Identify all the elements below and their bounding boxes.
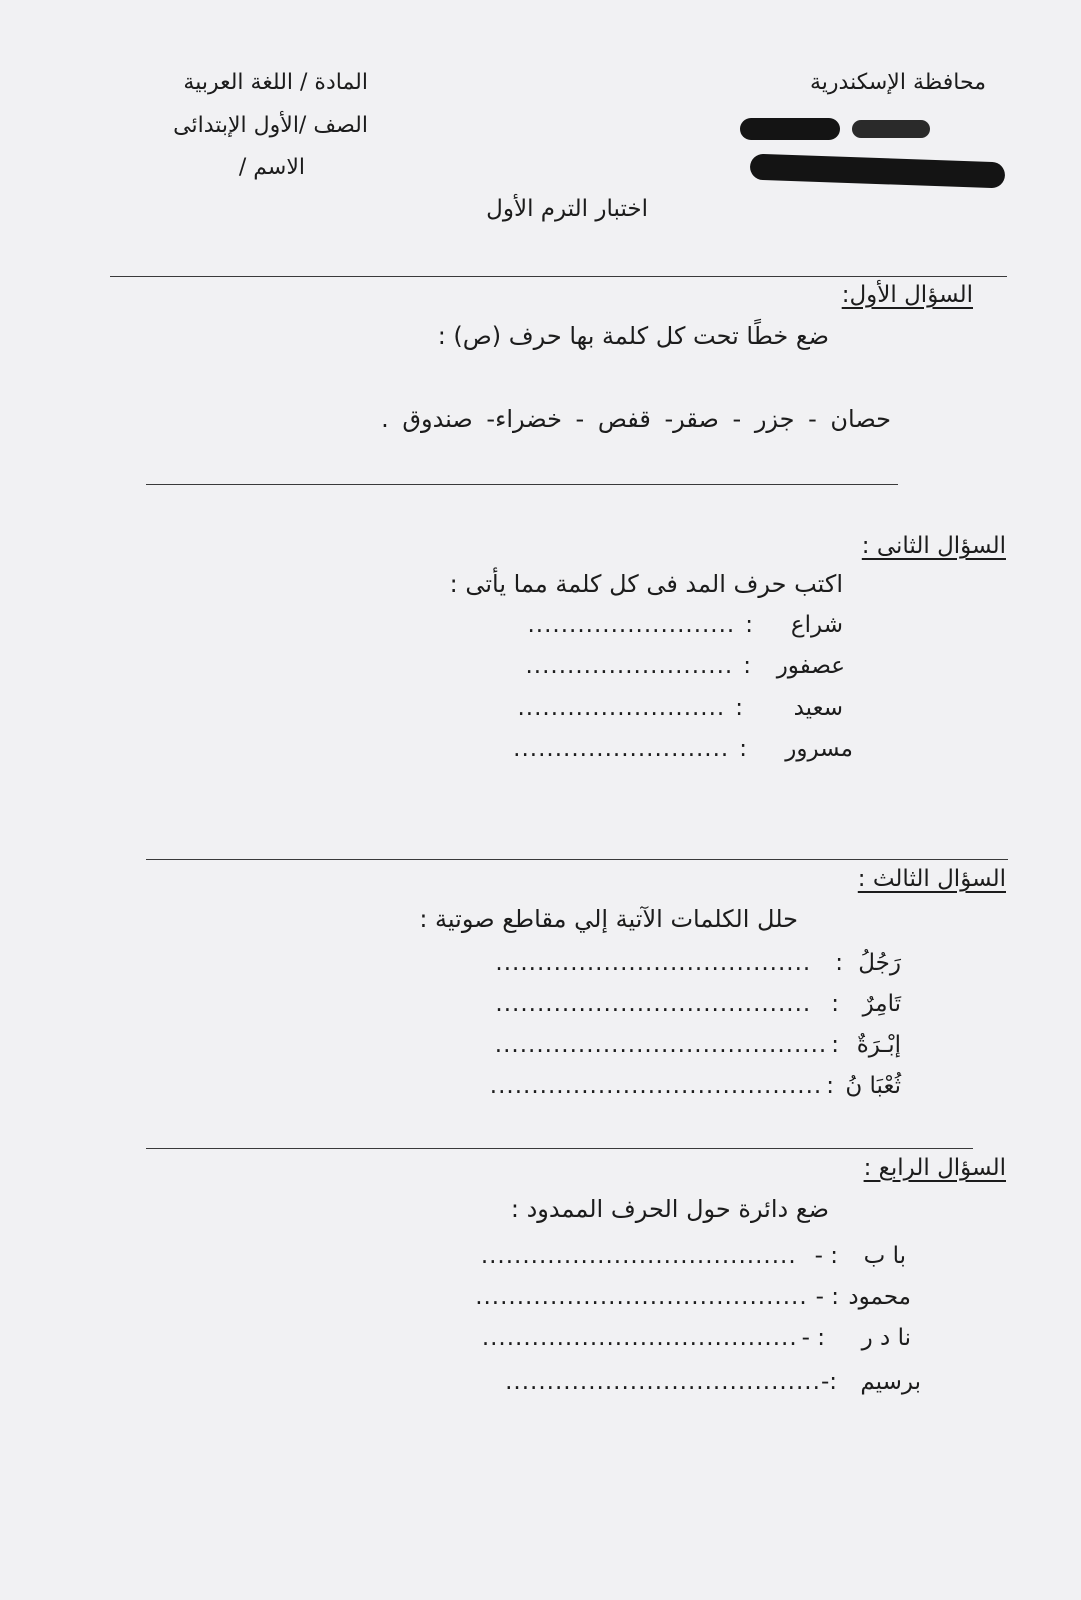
- q3-item: [490, 1073, 901, 1099]
- q2-separator: :: [739, 736, 747, 762]
- q4-separator: :-: [820, 1369, 837, 1395]
- q3-item: [495, 991, 901, 1017]
- student-name-label: الاسم /: [238, 155, 305, 180]
- q3-item: [495, 950, 901, 976]
- q2-word: مسرور: [785, 736, 853, 762]
- q2-separator: :: [735, 695, 743, 721]
- q4-word: محمود: [848, 1284, 911, 1310]
- q2-instruction: اكتب حرف المد فى كل كلمة مما يأتى :: [449, 570, 843, 598]
- q4-item: [475, 1284, 911, 1310]
- grade-label: الصف /الأول الإبتدائى: [173, 113, 368, 138]
- divider: [146, 859, 1008, 860]
- divider: [110, 276, 1007, 277]
- q4-word: برسيم: [860, 1369, 921, 1395]
- q2-answer-blank[interactable]: ..........................: [513, 736, 730, 762]
- q3-instruction: حلل الكلمات الآتية إلي مقاطع صوتية :: [419, 905, 798, 933]
- q2-word: شراع: [790, 612, 843, 638]
- q3-separator: :: [835, 950, 843, 976]
- redacted-mark: [750, 154, 1006, 189]
- q3-answer-blank[interactable]: ........................................: [494, 1032, 828, 1058]
- divider: [146, 1148, 973, 1149]
- q3-word: ثُعْبَا نُ: [845, 1073, 901, 1099]
- q3-answer-blank[interactable]: ......................................: [495, 991, 812, 1017]
- governorate-label: محافظة الإسكندرية: [809, 70, 986, 95]
- q2-word: عصفور: [776, 653, 845, 679]
- q4-answer-blank[interactable]: ........................................: [475, 1284, 808, 1310]
- q1-word-list: حصان - جزر - صقر- قفص - خضراء- صندوق .: [381, 405, 891, 433]
- q4-word: نا د ر: [861, 1325, 911, 1351]
- q2-title: السؤال الثانى :: [861, 533, 1006, 559]
- q3-separator: :: [826, 1073, 834, 1099]
- q2-answer-blank[interactable]: .........................: [517, 695, 726, 721]
- q3-word: إبْـرَةٌ: [856, 1032, 901, 1058]
- q4-separator: : -: [801, 1325, 825, 1351]
- q1-instruction: ضع خطًا تحت كل كلمة بها حرف (ص) :: [437, 322, 829, 350]
- q1-title: السؤال الأول:: [841, 282, 973, 308]
- q4-separator: : -: [815, 1284, 839, 1310]
- q2-separator: :: [745, 612, 753, 638]
- q2-word: سعيد: [793, 695, 843, 721]
- q4-item: [481, 1243, 906, 1269]
- subject-label: المادة / اللغة العربية: [183, 70, 368, 95]
- q4-answer-blank[interactable]: ......................................: [481, 1325, 798, 1351]
- q2-item: [527, 612, 843, 638]
- q2-item: [513, 736, 853, 762]
- divider: [146, 484, 898, 485]
- q3-word: تَامِرٌ: [862, 991, 901, 1017]
- q3-separator: :: [831, 1032, 839, 1058]
- q2-separator: :: [743, 653, 751, 679]
- q3-answer-blank[interactable]: ......................................: [495, 950, 812, 976]
- q3-separator: :: [831, 991, 839, 1017]
- q4-answer-blank[interactable]: ......................................: [480, 1243, 797, 1269]
- q4-item: [482, 1325, 911, 1351]
- q4-item: [505, 1369, 921, 1395]
- q2-answer-blank[interactable]: .........................: [525, 653, 734, 679]
- q3-word: رَجُلُ: [858, 950, 901, 976]
- q2-item: [525, 653, 845, 679]
- q3-title: السؤال الثالث :: [857, 866, 1006, 892]
- redacted-mark: [740, 118, 840, 140]
- q4-title: السؤال الرابع :: [863, 1155, 1006, 1181]
- exam-title: اختبار الترم الأول: [486, 196, 648, 222]
- q4-separator: : -: [814, 1243, 838, 1269]
- redacted-mark: [852, 120, 930, 138]
- q3-item: [495, 1032, 901, 1058]
- q4-word: با ب: [863, 1243, 906, 1269]
- q4-answer-blank[interactable]: ......................................: [505, 1369, 821, 1395]
- q2-item: [517, 695, 843, 721]
- q2-answer-blank[interactable]: .........................: [527, 612, 736, 638]
- q4-instruction: ضع دائرة حول الحرف الممدود :: [510, 1195, 829, 1223]
- q3-answer-blank[interactable]: ........................................: [489, 1073, 823, 1099]
